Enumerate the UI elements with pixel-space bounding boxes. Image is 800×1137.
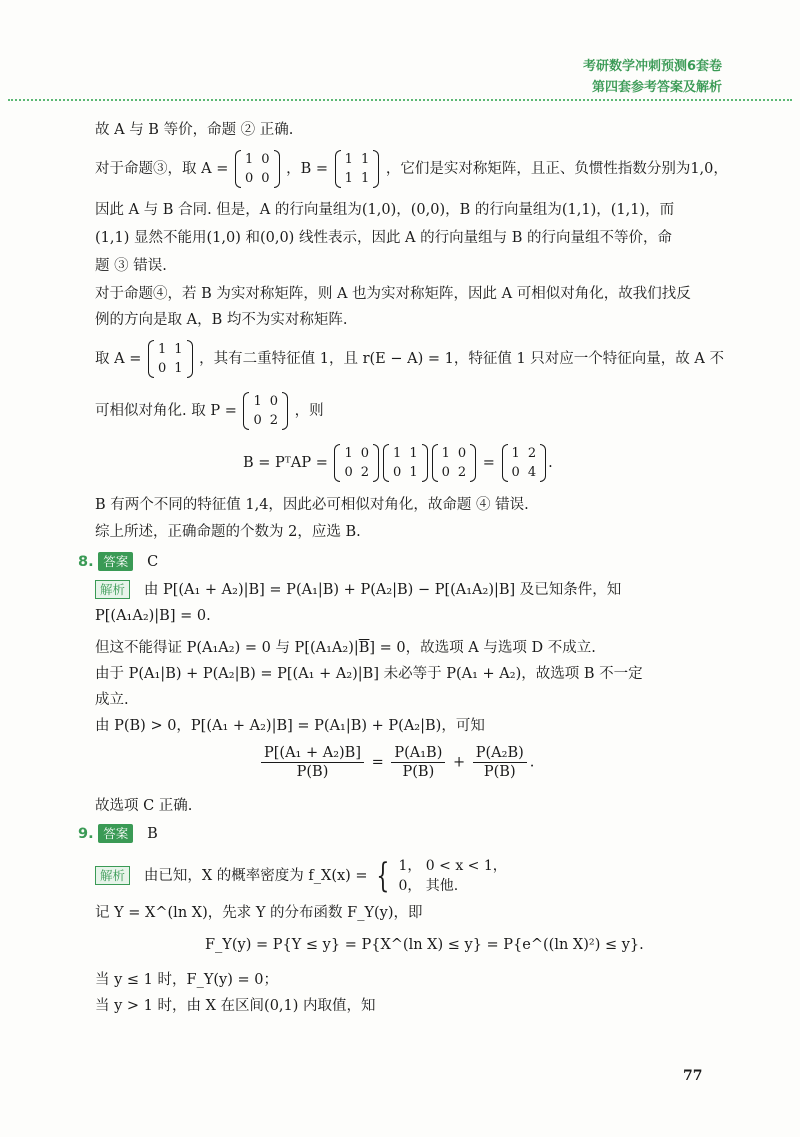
analysis-tag: 解析 xyxy=(95,580,130,599)
text-line: 综上所述，正确命题的个数为 2，应选 B. xyxy=(95,524,361,540)
text-line: 对于命题④，若 B 为实对称矩阵，则 A 也为实对称矩阵，因此 A 可相似对角化，故我们找反 xyxy=(95,286,691,302)
fraction-equation: $\frac{\text{P[(A₁ + A₂)B]}}{P(B)}$ = $\frac{\text{P(A₁B)}}{P(B)}$ + $\frac{\text{P(A₂B)}}{P(B)}$ . xyxy=(258,744,534,781)
text-line: (1,1) 显然不能用(1,0) 和(0,0) 线性表示，因此 A 的行向量组与 B 的行向量组不等价，命 xyxy=(95,230,673,246)
text-line: 对于命题③，取 A = 1 0 0 0 ，B = 1 1 1 1 ，它们是实对称矩阵，且正、负惯性指数分别为1,0， xyxy=(95,152,728,186)
answer-tag: 答案 xyxy=(98,824,133,843)
text-line: 因此 A 与 B 合同. 但是，A 的行向量组为(1,0)，(0,0)，B 的行向量组为(1,1)，(1,1)，而 xyxy=(95,202,675,218)
text-line: 例的方向是取 A，B 均不为实对称矩阵. xyxy=(95,312,348,328)
matrix-a4: 1 1 0 1 xyxy=(148,340,193,378)
text-line: P[(A₁A₂)|B] = 0. xyxy=(95,608,211,624)
text-line: 故 A 与 B 等价，命题 ② 正确. xyxy=(95,122,294,138)
text-line: 由于 P(A₁|B) + P(A₂|B) = P[(A₁ + A₂)|B] 未必等于 P(A₁ + A₂)，故选项 B 不一定 xyxy=(95,666,643,682)
text-line: 解析 由已知，X 的概率密度为 f_X(x) = { 1， 0 < x < 1， 0， 其他. xyxy=(95,856,507,896)
equation-b: B = PᵀAP = 1 0 0 2 1 1 0 1 1 0 0 2 = 1 2 0 4 . xyxy=(243,446,553,480)
q9-number: 9. xyxy=(78,826,94,842)
q9-answer-row xyxy=(78,824,158,844)
matrix-b3: 1 1 1 1 xyxy=(335,150,380,188)
matrix-result: 1 2 0 4 xyxy=(502,444,547,482)
header-divider xyxy=(8,99,792,101)
text-line: 由 P(B) > 0，P[(A₁ + A₂)|B] = P(A₁|B) + P(A₂|B)，可知 xyxy=(95,718,485,734)
page-number: 77 xyxy=(683,1068,703,1084)
q8-answer: C xyxy=(147,554,159,570)
text-line: 取 A = 1 1 0 1 ，其有二重特征值 1，且 r(E − A) = 1，特征值 1 只对应一个特征向量，故 A 不 xyxy=(95,342,724,376)
matrix-p4: 1 0 0 2 xyxy=(243,392,288,430)
matrix-a3: 1 0 0 0 xyxy=(235,150,280,188)
text-line: 解析 由 P[(A₁ + A₂)|B] = P(A₁|B) + P(A₂|B) − P[(A₁A₂)|B] 及已知条件，知 xyxy=(95,580,621,600)
section-title: 第四套参考答案及解析 xyxy=(591,80,722,95)
q9-answer: B xyxy=(147,826,158,842)
q8-number: 8. xyxy=(78,554,94,570)
analysis-tag: 解析 xyxy=(95,866,130,885)
distribution-equation: F_Y(y) = P{Y ≤ y} = P{X^(ln X) ≤ y} = P{e^((ln X)²) ≤ y}. xyxy=(205,937,644,953)
text-line: 题 ③ 错误. xyxy=(95,258,167,274)
text-line: 故选项 C 正确. xyxy=(95,798,193,814)
text-line: 但这不能得证 P(A₁A₂) = 0 与 $P[(A_1A_2)|\overline{B}] = 0$，故选项 A 与选项 D 不成立. xyxy=(95,640,596,656)
text-line: 成立. xyxy=(95,692,129,708)
text-line: B 有两个不同的特征值 1,4，因此必可相似对角化，故命题 ④ 错误. xyxy=(95,497,529,513)
text-line: 可相似对角化. 取 P = 1 0 0 2 ，则 xyxy=(95,394,324,428)
series-title: 考研数学冲刺预测6套卷 xyxy=(582,59,722,74)
answer-tag: 答案 xyxy=(98,552,133,571)
text-line: 当 y > 1 时，由 X 在区间(0,1) 内取值，知 xyxy=(95,998,376,1014)
text-line: 当 y ≤ 1 时，F_Y(y) = 0； xyxy=(95,972,278,988)
q8-answer-row xyxy=(78,552,158,572)
text-line: 记 Y = X^(ln X)，先求 Y 的分布函数 F_Y(y)，即 xyxy=(95,905,423,921)
